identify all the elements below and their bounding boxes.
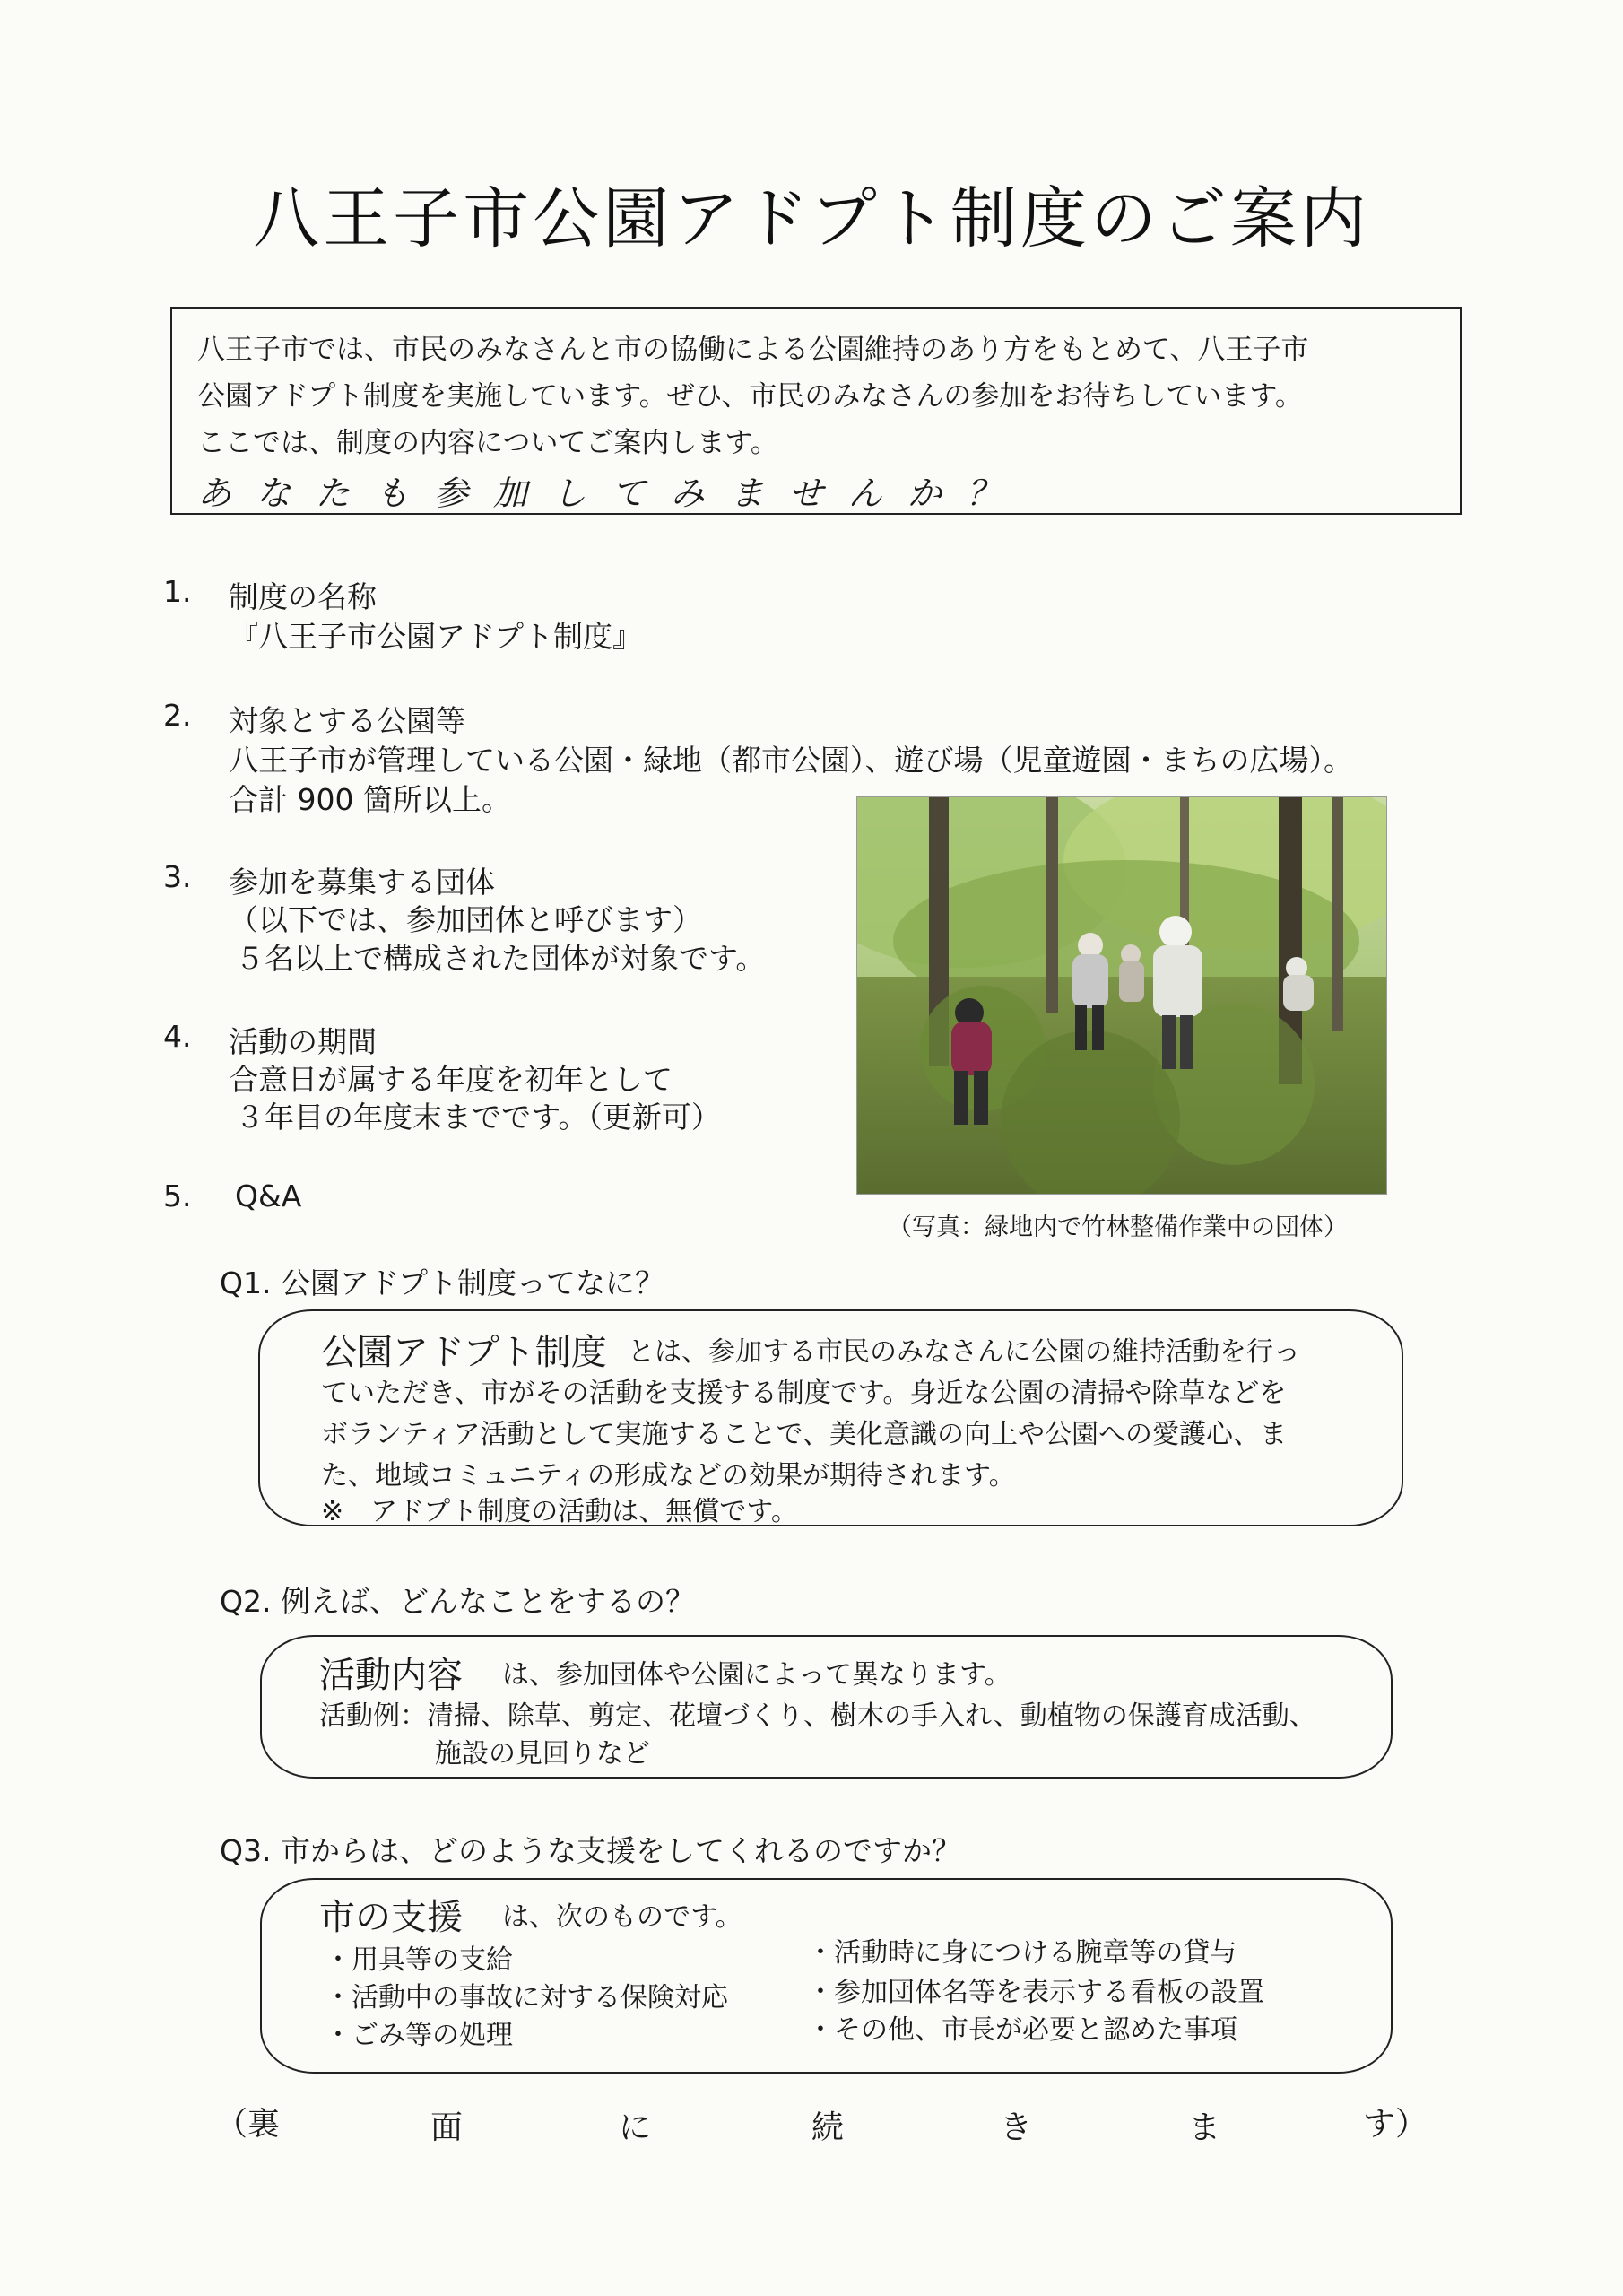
section-text: 合意日が属する年度を初年として bbox=[229, 1062, 673, 1097]
section-text: 『八王子市公園アドプト制度』 bbox=[229, 619, 643, 654]
intro-line: 八王子市では、市民のみなさんと市の協働による公園維持のあり方をもとめて、八王子市 bbox=[197, 334, 1309, 366]
footer-text: （裏 bbox=[215, 2106, 281, 2143]
footer-text: き bbox=[1000, 2109, 1033, 2146]
support-item: ・活動時に身につける腕章等の貸与 bbox=[807, 1937, 1237, 1969]
question-label: Q3. 市からは、どのような支援をしてくれるのですか？ bbox=[220, 1833, 961, 1868]
question-label: Q2. 例えば、どんなことをするの？ bbox=[220, 1584, 695, 1619]
answer-line: は、参加団体や公園によって異なります。 bbox=[502, 1659, 1011, 1691]
section-heading: 制度の名称 bbox=[229, 579, 377, 614]
footer-text: す） bbox=[1363, 2106, 1428, 2143]
intro-box bbox=[170, 307, 1462, 515]
answer-line: とは、参加する市民のみなさんに公園の維持活動を行っ bbox=[628, 1336, 1300, 1368]
section-number: 5. bbox=[163, 1178, 192, 1213]
section-heading: 参加を募集する団体 bbox=[229, 865, 495, 900]
section-number: 4. bbox=[163, 1019, 192, 1054]
section-text: （以下では、参加団体と呼びます） bbox=[229, 902, 702, 937]
answer-term: 活動内容 bbox=[319, 1655, 463, 1696]
section-heading: 活動の期間 bbox=[229, 1024, 377, 1059]
answer-term: 公園アドプト制度 bbox=[321, 1332, 607, 1373]
answer-line: た、地域コミュニティの形成などの効果が期待されます。 bbox=[321, 1460, 1016, 1492]
page-title: 八王子市公園アドプト制度のご案内 bbox=[253, 180, 1370, 257]
section-text: 合計 900 箇所以上。 bbox=[229, 782, 511, 817]
footer-text: 面 bbox=[430, 2109, 464, 2146]
answer-line: 施設の見回りなど bbox=[435, 1738, 650, 1770]
footer-text: 続 bbox=[812, 2109, 845, 2146]
intro-line: ここでは、制度の内容についてご案内します。 bbox=[197, 427, 778, 459]
footer-text: に bbox=[619, 2109, 652, 2146]
support-item: ・ごみ等の処理 bbox=[325, 2020, 513, 2051]
intro-call: あなたも参加してみませんか？ bbox=[197, 474, 1027, 513]
section-number: 3. bbox=[163, 859, 192, 894]
answer-line: ボランティア活動として実施することで、美化意識の向上や公園への愛護心、ま bbox=[321, 1419, 1287, 1450]
answer-note: ※ アドプト制度の活動は、無償です。 bbox=[321, 1496, 798, 1527]
answer-term: 市の支援 bbox=[319, 1897, 463, 1938]
section-text: ３年目の年度末までです。（更新可） bbox=[235, 1100, 721, 1135]
section-heading: Q&A bbox=[235, 1178, 302, 1213]
section-text: ５名以上で構成された団体が対象です。 bbox=[235, 941, 766, 976]
footer-text: ま bbox=[1188, 2109, 1221, 2146]
answer-line: ていただき、市がその活動を支援する制度です。身近な公園の清掃や除草などを bbox=[321, 1378, 1287, 1409]
support-item: ・用具等の支給 bbox=[325, 1944, 513, 1976]
section-number: 1. bbox=[163, 574, 192, 609]
intro-line: 公園アドプト制度を実施しています。ぜひ、市民のみなさんの参加をお待ちしています。 bbox=[197, 380, 1303, 413]
section-number: 2. bbox=[163, 698, 192, 733]
support-item: ・その他、市長が必要と認めた事項 bbox=[807, 2014, 1237, 2046]
answer-line: 活動例：清掃、除草、剪定、花壇づくり、樹木の手入れ、動植物の保護育成活動、 bbox=[319, 1700, 1316, 1732]
question-label: Q1. 公園アドプト制度ってなに？ bbox=[220, 1265, 664, 1300]
photo-caption: （写真：緑地内で竹林整備作業中の団体） bbox=[888, 1213, 1348, 1241]
support-item: ・参加団体名等を表示する看板の設置 bbox=[807, 1977, 1264, 2008]
section-heading: 対象とする公園等 bbox=[229, 703, 465, 738]
answer-line: は、次のものです。 bbox=[502, 1901, 742, 1933]
section-text: 八王子市が管理している公園・緑地（都市公園）、遊び場（児童遊園・まちの広場）。 bbox=[229, 743, 1353, 778]
forest-photo-illustration bbox=[857, 797, 1386, 1194]
support-item: ・活動中の事故に対する保険対応 bbox=[325, 1982, 728, 2013]
activity-photo bbox=[856, 796, 1387, 1195]
